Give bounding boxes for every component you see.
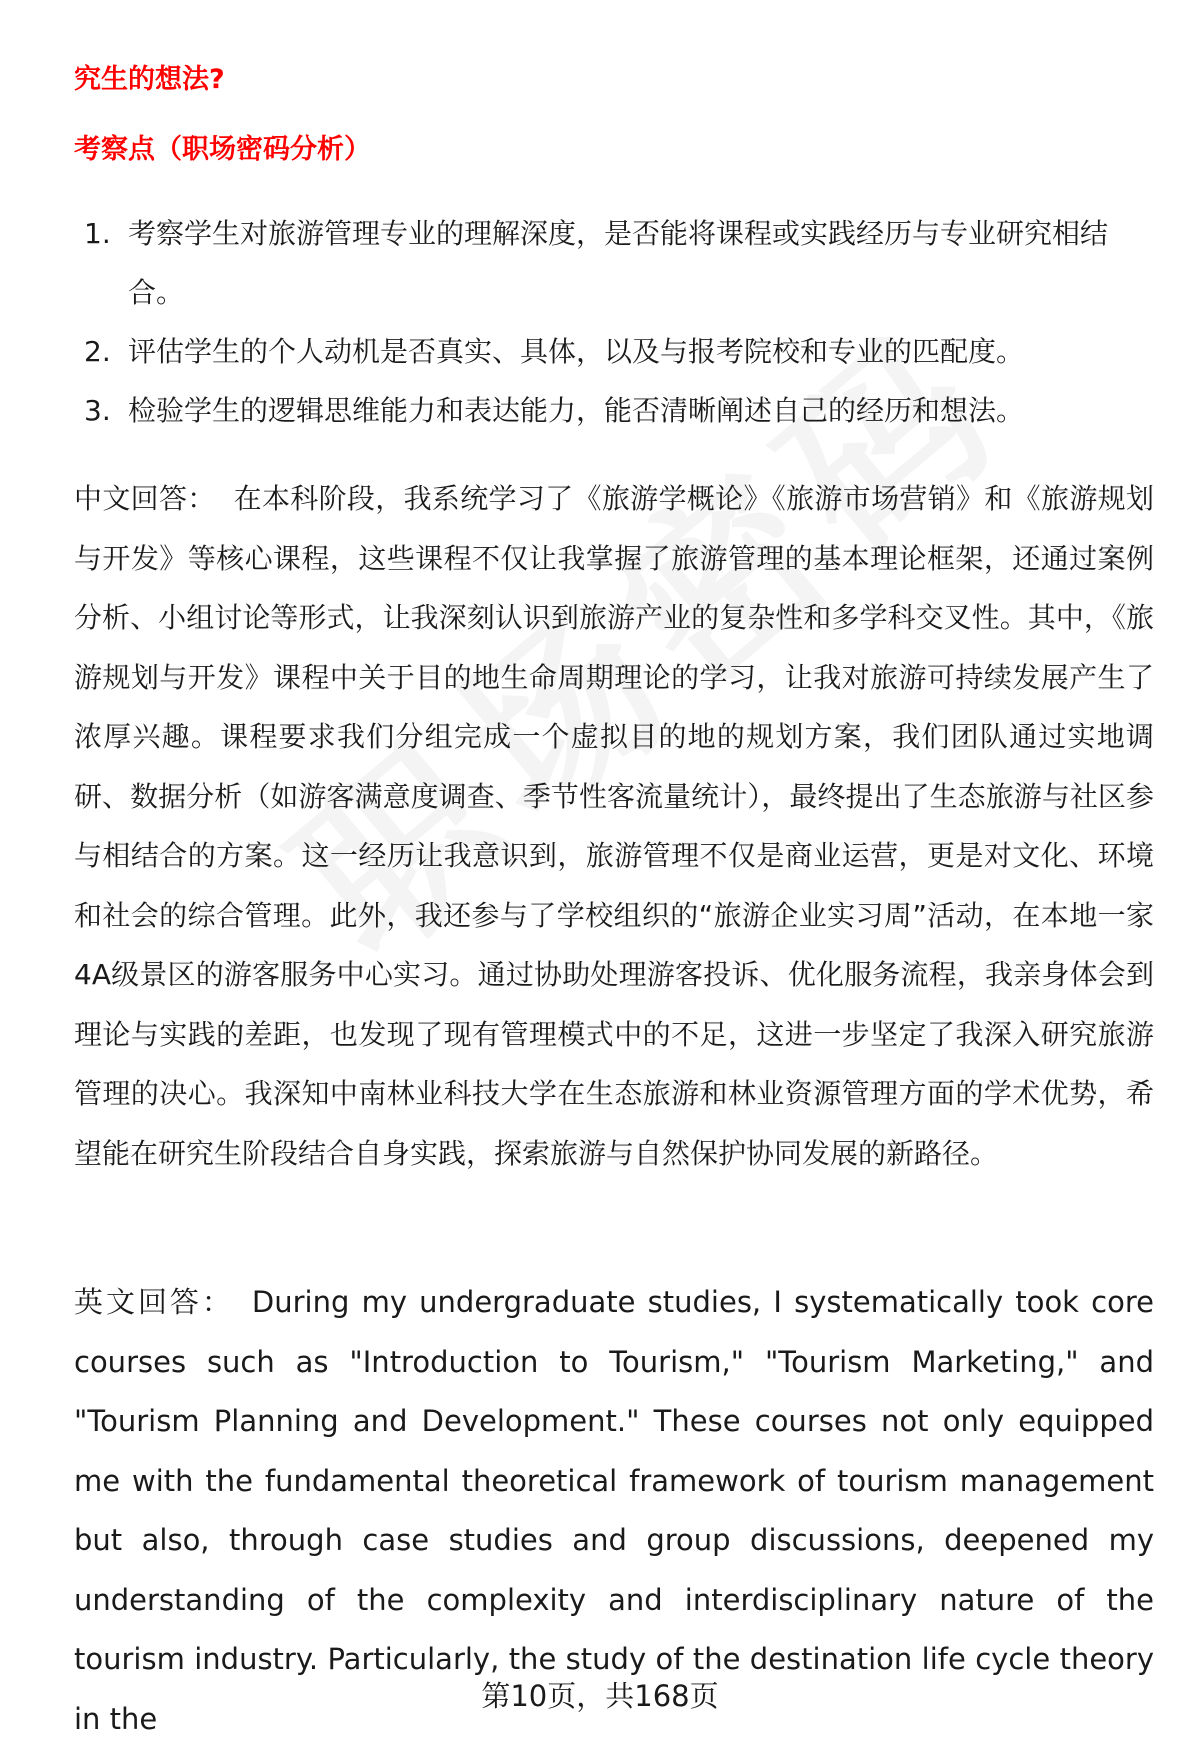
chinese-answer-text: 在本科阶段，我系统学习了《旅游学概论》《旅游市场营销》和《旅游规划与开发》等核心课程，这些课程不仅让我掌握了旅游管理的基本理论框架，还通过案例分析、小组讨论等形式，让我深刻认识到旅游产业的复杂性和多学科交叉性。其中，《旅游规划与开发》课程中关于目的地生命周期理论的学习，让我对旅游可持续发展产生了浓厚兴趣。课程要求我们分组完成一个虚拟目的地的规划方案，我们团队通过实地调研、数据分析（如游客满意度调查、季节性客流量统计），最终提出了生态旅游与社区参与相结合的方案。这一经历让我意识到，旅游管理不仅是商业运营，更是对文化、环境和社会的综合管理。此外，我还参与了学校组织的“旅游企业实习周”活动，在本地一家4A级景区的游客服务中心实习。通过协助处理游客投诉、优化服务流程，我亲身体会到理论与实践的差距，也发现了现有管理模式中的不足，这进一步坚定了我深入研究旅游管理的决心。我深知中南林业科技大学在生态旅游和林业资源管理方面的学术优势，希望能在研究生阶段结合自身实践，探索旅游与自然保护协同发展的新路径。 <box>74 482 1154 1170</box>
focus-points-list <box>74 204 1154 440</box>
list-item <box>74 381 1154 440</box>
list-item <box>74 204 1154 322</box>
list-item <box>74 322 1154 381</box>
list-item-number: 2. <box>84 335 111 368</box>
page-number-footer: 第10页，共168页 <box>481 1679 719 1713</box>
english-answer-text: During my undergraduate studies, I systematically took core courses such as "Introduction to Tourism," "Tourism Marketing," and "Tourism Planning and Development." These courses not only equipped me with the fundamental theoretical framework of tourism management but also, through case studies and group discussions, deepened my understanding of the complexity and interdisciplinary nature of the tourism industry. Particularly, the study of the destination life cycle theory in the <box>74 1285 1154 1736</box>
list-item-number: 3. <box>84 394 111 427</box>
list-item-text: 检验学生的逻辑思维能力和表达能力，能否清晰阐述自己的经历和想法。 <box>128 394 1025 427</box>
chinese-answer-paragraph <box>74 469 1154 1183</box>
list-item-text: 考察学生对旅游管理专业的理解深度，是否能将课程或实践经历与专业研究相结合。 <box>128 217 1109 309</box>
english-answer-label: 英文回答： <box>74 1285 234 1319</box>
question-heading: 究生的想法? <box>74 64 225 95</box>
focus-heading: 考察点（职场密码分析） <box>74 134 371 165</box>
list-item-text: 评估学生的个人动机是否真实、具体，以及与报考院校和专业的匹配度。 <box>128 335 1025 368</box>
list-item-number: 1. <box>84 217 111 250</box>
chinese-answer-label: 中文回答： <box>74 482 216 515</box>
